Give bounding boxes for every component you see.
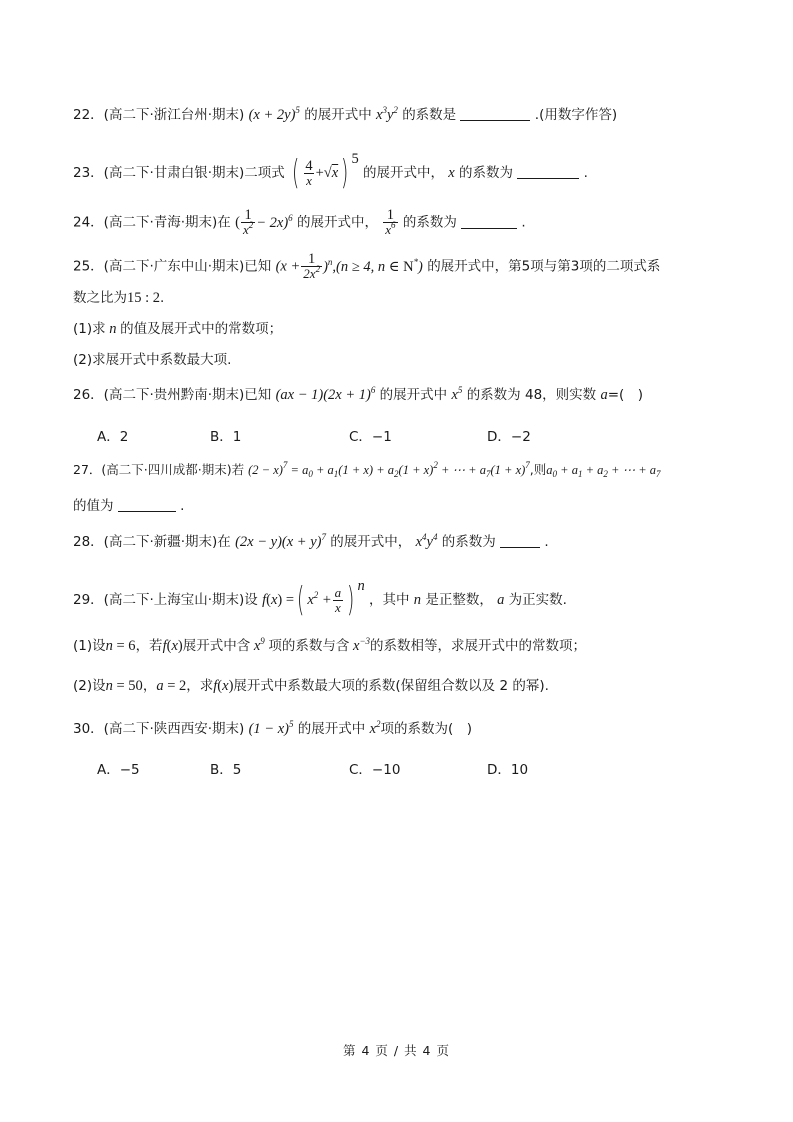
q25-frac: $\frac{1}{2x^2}$ [303,251,321,281]
question-27-line2: 的值为 . [73,498,185,514]
q27-mid: ,则 [529,462,547,477]
question-26: 26．(高二下·贵州黔南·期末)已知 $(ax - 1)(2x + 1)^6$ 的展开式中 $x^5$ 的系数为 48，则实数 a=( ) [73,385,644,403]
q26-prefix: 26．(高二下·贵州黔南·期末)已知 [73,387,272,403]
q26-choice-c[interactable]: C．−1 [349,429,392,445]
question-28: 28．(高二下·新疆·期末)在 $(2x - y)(x + y)^7$ 的展开式中， $x^4y^4$ 的系数为 . [73,532,549,550]
q22-mid: 的展开式中 [304,107,372,123]
q22-term: $x^3y^2$ [376,105,398,123]
q26-choice-a[interactable]: A．2 [97,429,129,445]
q24-mid: 的展开式中， [296,214,378,231]
q22-prefix: 22．(高二下·浙江台州·期末) [73,107,245,123]
q26-mid2: 的系数为 48，则实数 [466,387,597,403]
q30-mid: 的展开式中 [297,721,366,737]
q27-answer-blank[interactable] [118,499,176,512]
q28-mid: 的展开式中， [330,534,412,550]
q29-prefix: 29．(高二下·上海宝山·期末)设 [73,592,258,608]
q23-suffix: . [583,165,588,181]
q23-mid2: 的系数为 [459,165,514,181]
q29-mid: ，其中 [368,592,410,608]
question-25-part2: (2)求展开式中系数最大项. [73,352,232,368]
q24-term: $\frac{1}{x^6}$ [385,207,396,237]
q26-choice-d[interactable]: D．−2 [487,429,531,445]
q22-expr: $(x + 2y)^5$ [248,105,300,123]
question-29-part1: (1)设n = 6，若f(x)展开式中含 $x^9$ 项的系数与含 $x^{-3}$的系数相等，求展开式中的常数项； [73,636,587,654]
q23-mid: 的展开式中， [363,165,444,181]
q23-answer-blank[interactable] [517,166,579,179]
q30-choice-a[interactable]: A．−5 [97,762,140,778]
q29-mid3: 为正实数. [508,592,567,608]
q28-answer-blank[interactable] [500,535,540,548]
q24-mid2: 的系数为 [402,214,457,231]
q30-suffix: 项的系数为( ) [380,721,473,737]
q29-mid2: 是正整数， [425,592,493,608]
question-24: 24．(高二下·青海·期末)在 ( $\frac{1}{x^2}$ − 2x)$^6$ 的展开式中， $\frac{1}{x^6}$ 的系数为 . [73,207,526,237]
question-22 [73,106,617,124]
question-30: 30．(高二下·陕西西安·期末) $(1 - x)^5$ 的展开式中 $x^2$项的系数为( ) [73,719,473,737]
q25-prefix: 25．(高二下·广东中山·期末)已知 [73,258,272,275]
question-25: 25．(高二下·广东中山·期末)已知 (x + $\frac{1}{2x^2}$ )$^n$,(n ≥ 4, n ∈ N*) 的展开式中，第5项与第3项的二项式系 [73,251,661,281]
question-27: 27．(高二下·四川成都·期末)若 $(2 - x)^7 = a_0 + a_1(1 + x) + a_2(1 + x)^2$ + ⋯ + $a_7(1 + x)^7$,则$a_0 + a_1 + a_2$ + ⋯ + $a_7$ [73,460,661,479]
q30-choice-c[interactable]: C．−10 [349,762,401,778]
page-footer: 第 4 页 / 共 4 页 [343,1043,450,1058]
q26-choice-b[interactable]: B．1 [210,429,242,445]
q22-answer-blank[interactable] [460,108,530,121]
q30-prefix: 30．(高二下·陕西西安·期末) [73,721,245,737]
q24-suffix: . [521,214,526,231]
q28-suffix: . [544,534,549,550]
q24-answer-blank[interactable] [461,216,517,229]
q24-frac: $\frac{1}{x^2}$ [242,207,254,237]
q26-suffix: =( ) [607,387,644,403]
q22-suffix: .(用数字作答) [534,107,618,123]
q25-mid: 的展开式中，第5项与第3项的二项式系 [427,258,661,275]
question-29-part2: (2)设n = 50，a = 2，求f(x)展开式中系数最大项的系数(保留组合数以及 2 的幂). [73,678,549,694]
q26-mid: 的展开式中 [379,387,448,403]
question-25-part1: (1)求 n 的值及展开式中的常数项； [73,321,283,337]
question-23: 23．(高二下·甘肃白银·期末)二项式 ( $\frac{4}{x}$ +√x) $^5$ 的展开式中， x 的系数为 . [73,151,588,193]
q30-choice-d[interactable]: D．10 [487,762,529,778]
q22-mid2: 的系数是 [402,107,457,123]
q23-prefix: 23．(高二下·甘肃白银·期末)二项式 [73,165,285,181]
q28-mid2: 的系数为 [441,534,496,550]
q28-prefix: 28．(高二下·新疆·期末)在 [73,534,231,550]
q24-prefix: 24．(高二下·青海·期末)在 [73,214,231,231]
question-25-line2: 数之比为15 : 2. [73,290,165,306]
q30-choice-b[interactable]: B．5 [210,762,242,778]
q27-prefix: 27．(高二下·四川成都·期末)若 [73,462,245,477]
question-29: 29．(高二下·上海宝山·期末)设 f(x) =( $x^2$ + $\frac{a}{x}$ ) $^n$ ，其中 n 是正整数， a 为正实数. [73,578,567,620]
q23-frac: $\frac{4}{x}$ [305,157,313,188]
